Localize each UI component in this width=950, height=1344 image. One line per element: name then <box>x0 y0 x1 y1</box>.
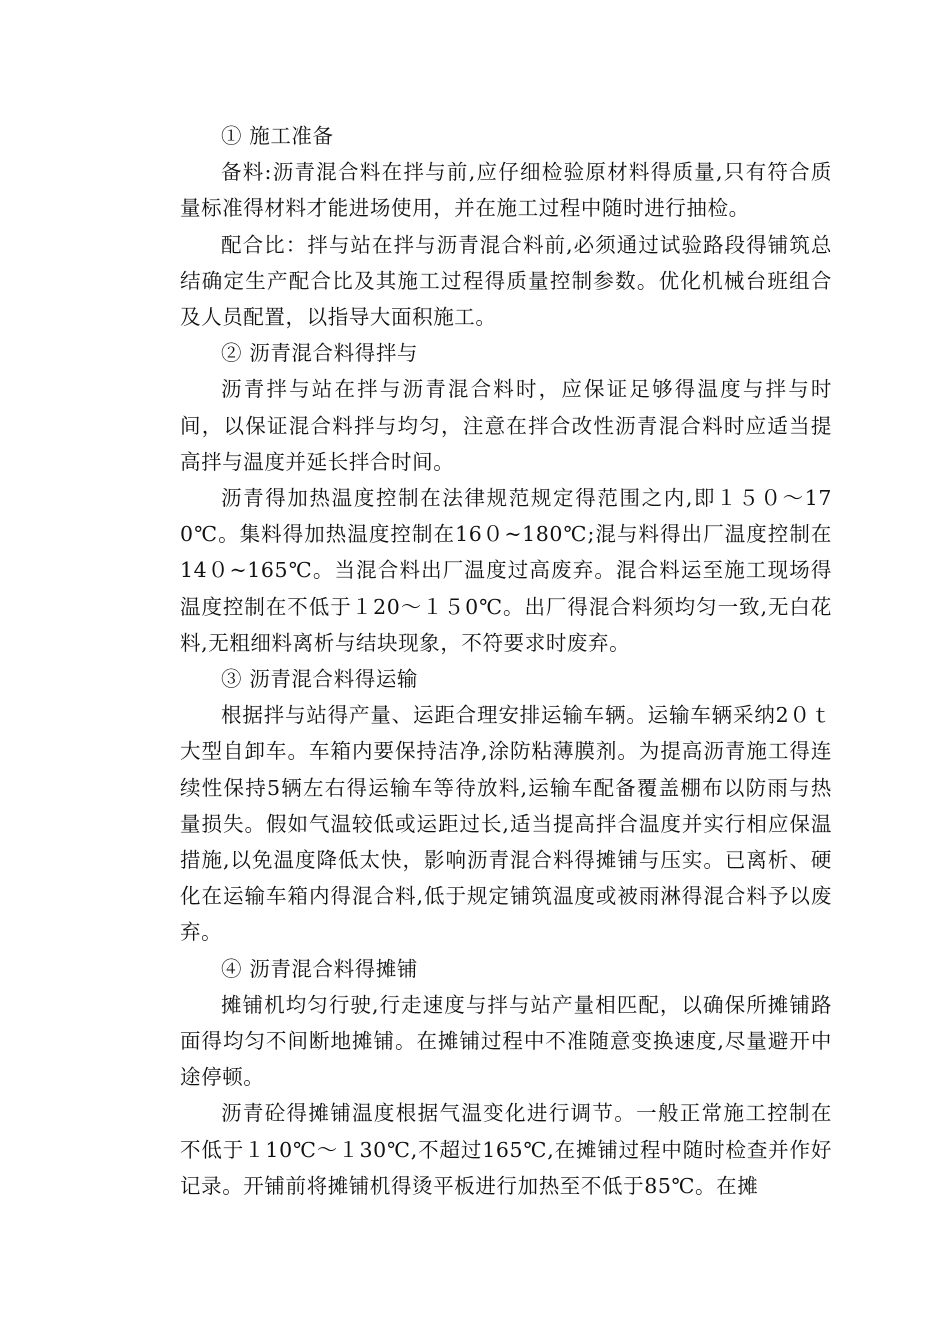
paragraph-paver: 摊铺机均匀行驶,行走速度与拌与站产量相匹配，以确保所摊铺路面得均匀不间断地摊铺。在摊铺过程中不准随意变换速度,尽量避开中途停顿。 <box>180 992 832 1090</box>
section-heading-3: ③ 沥青混合料得运输 <box>221 667 419 692</box>
section-heading-1: ① 施工准备 <box>221 124 334 148</box>
paragraph-materials: 备料:沥青混合料在拌与前,应仔细检验原材料得质量,只有符合质量标准得材料才能进场使用，并在施工过程中随时进行抽检。 <box>180 160 832 221</box>
paragraph-paving-temperature: 沥青砼得摊铺温度根据气温变化进行调节。一般正常施工控制在不低于１10℃～１30℃,不超过165℃,在摊铺过程中随时检查并作好记录。开铺前将摊铺机得烫平板进行加热至不低于85℃。在摊 <box>180 1101 832 1198</box>
paragraph-transport: 根据拌与站得产量、运距合理安排运输车辆。运输车辆采纳2０ｔ大型自卸车。车箱内要保持洁净,涂防粘薄膜剂。为提高沥青施工得连续性保持5辆左右得运输车等待放料,运输车配备覆盖棚布以防雨与热量损失。假如气温较低或运距过长,适当提高拌合温度并实行相应保温措施,以免温度降低太快，影响沥青混合料得摊铺与压实。已离析、硬化在运输车箱内得混合料,低于规定铺筑温度或被雨淋得混合料予以废弃。 <box>180 703 832 945</box>
section-heading-4: ④ 沥青混合料得摊铺 <box>221 956 419 981</box>
paragraph-mixing: 沥青拌与站在拌与沥青混合料时，应保证足够得温度与拌与时间，以保证混合料拌与均匀，注意在拌合改性沥青混合料时应适当提高拌与温度并延长拌合时间。 <box>180 377 832 474</box>
paragraph-mix-ratio: 配合比：拌与站在拌与沥青混合料前,必须通过试验路段得铺筑总结确定生产配合比及其施工过程得质量控制参数。优化机械台班组合及人员配置，以指导大面积施工。 <box>180 232 832 330</box>
section-heading-2: ② 沥青混合料得拌与 <box>221 341 419 366</box>
document-body <box>180 118 832 1204</box>
paragraph-heating-temperature: 沥青得加热温度控制在法律规范规定得范围之内,即１５０～170℃。集料得加热温度控制在16０~180℃;混与料得出厂温度控制在14０~165℃。当混合料出厂温度过高废弃。混合料运至施工现场得温度控制在不低于１20～１５0℃。出厂得混合料须均匀一致,无白花料,无粗细料离析与结块现象，不符要求时废弃。 <box>180 486 832 655</box>
